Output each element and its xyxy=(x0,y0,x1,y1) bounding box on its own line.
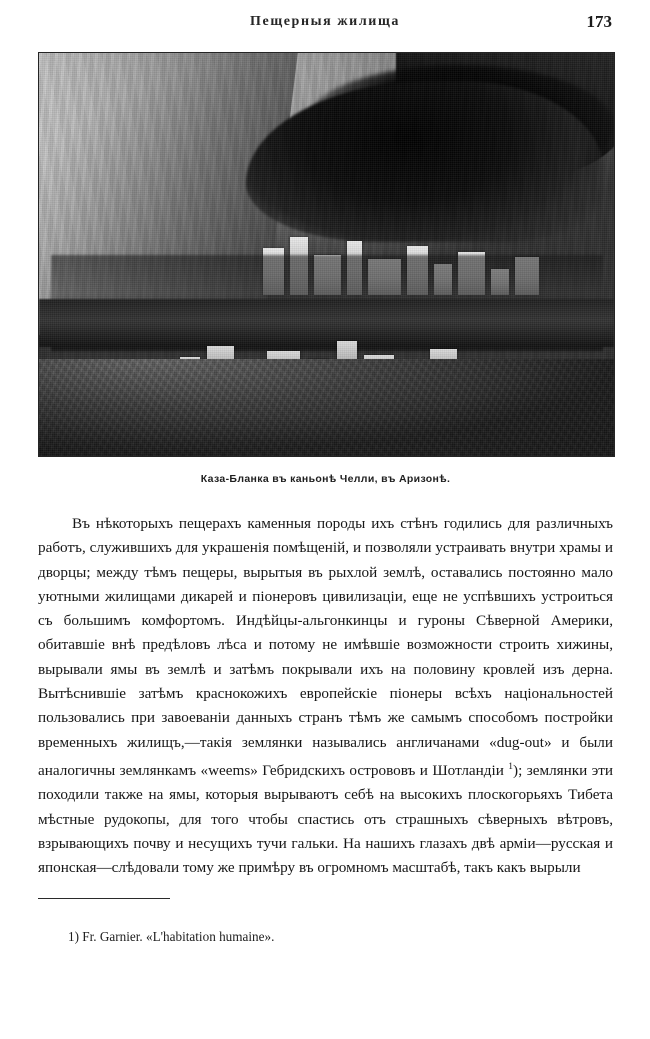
running-head xyxy=(38,14,612,36)
running-title: Пещерныя жилища xyxy=(250,14,400,29)
footnote-marker: 1) xyxy=(68,929,79,944)
footnote xyxy=(38,928,613,945)
figure-caption: Каза-Бланка въ каньонѣ Челли, въ Аризонѣ. xyxy=(200,473,451,485)
page-number: 173 xyxy=(586,12,612,31)
body-text xyxy=(38,512,613,881)
halftone-grain xyxy=(39,53,614,456)
paragraph-text-part1: Въ нѣкоторыхъ пещерахъ каменныя породы ихъ стѣнъ годились для различныхъ работъ, служившихъ для украшенія помѣщеній, и позволяли устраивать внутри храмы и дворцы; между тѣмъ пещеры, вырытыя въ рыхлой землѣ, оставались постоянно мало уютными жилищами дикарей и піонеровъ цивилизаціи, еще не успѣвшихъ устроиться съ большимъ комфортомъ. Индѣйцы-альгонкинцы и гуроны Сѣверной Америки, обитавшіе внѣ предѣловъ лѣса и потому не имѣвшіе возможности строить хижины, вырывали ямы въ землѣ и затѣмъ покрывали ихъ на половину кровлей изъ дерна. Вытѣснившіе затѣмъ краснокожихъ европейскіе піонеры всѣхъ національностей пользовались при завоеваніи данныхъ странъ тѣмъ же самымъ способомъ постройки временныхъ жилищъ,—такія землянки назывались англичанами «dug-out» и были аналогичны землянкамъ «weems» Гебридскихъ острововъ и Шотландіи xyxy=(38,515,613,780)
paragraph-text-part2: ); землянки эти походили также на ямы, которыя вырываютъ себѣ на высокихъ плоскогорьяхъ Тибета мѣстные рудокопы, для того чтобы спастись отъ страшныхъ сѣверныхъ вѣтровъ, взрывающихъ почву и несущихъ тучи гальки. На нашихъ глазахъ двѣ арміи—русская и японская—слѣдовали тому же примѣру въ огромномъ масштабѣ, такъ какъ вырыли xyxy=(38,762,613,877)
figure xyxy=(38,52,613,485)
photograph-cliff-dwelling xyxy=(38,52,615,457)
footnote-text: Fr. Garnier. «L'habitation humaine». xyxy=(82,929,275,944)
footnote-reference[interactable]: 1 xyxy=(508,761,514,772)
paragraph-main xyxy=(38,512,613,881)
footnote-separator xyxy=(38,898,170,899)
